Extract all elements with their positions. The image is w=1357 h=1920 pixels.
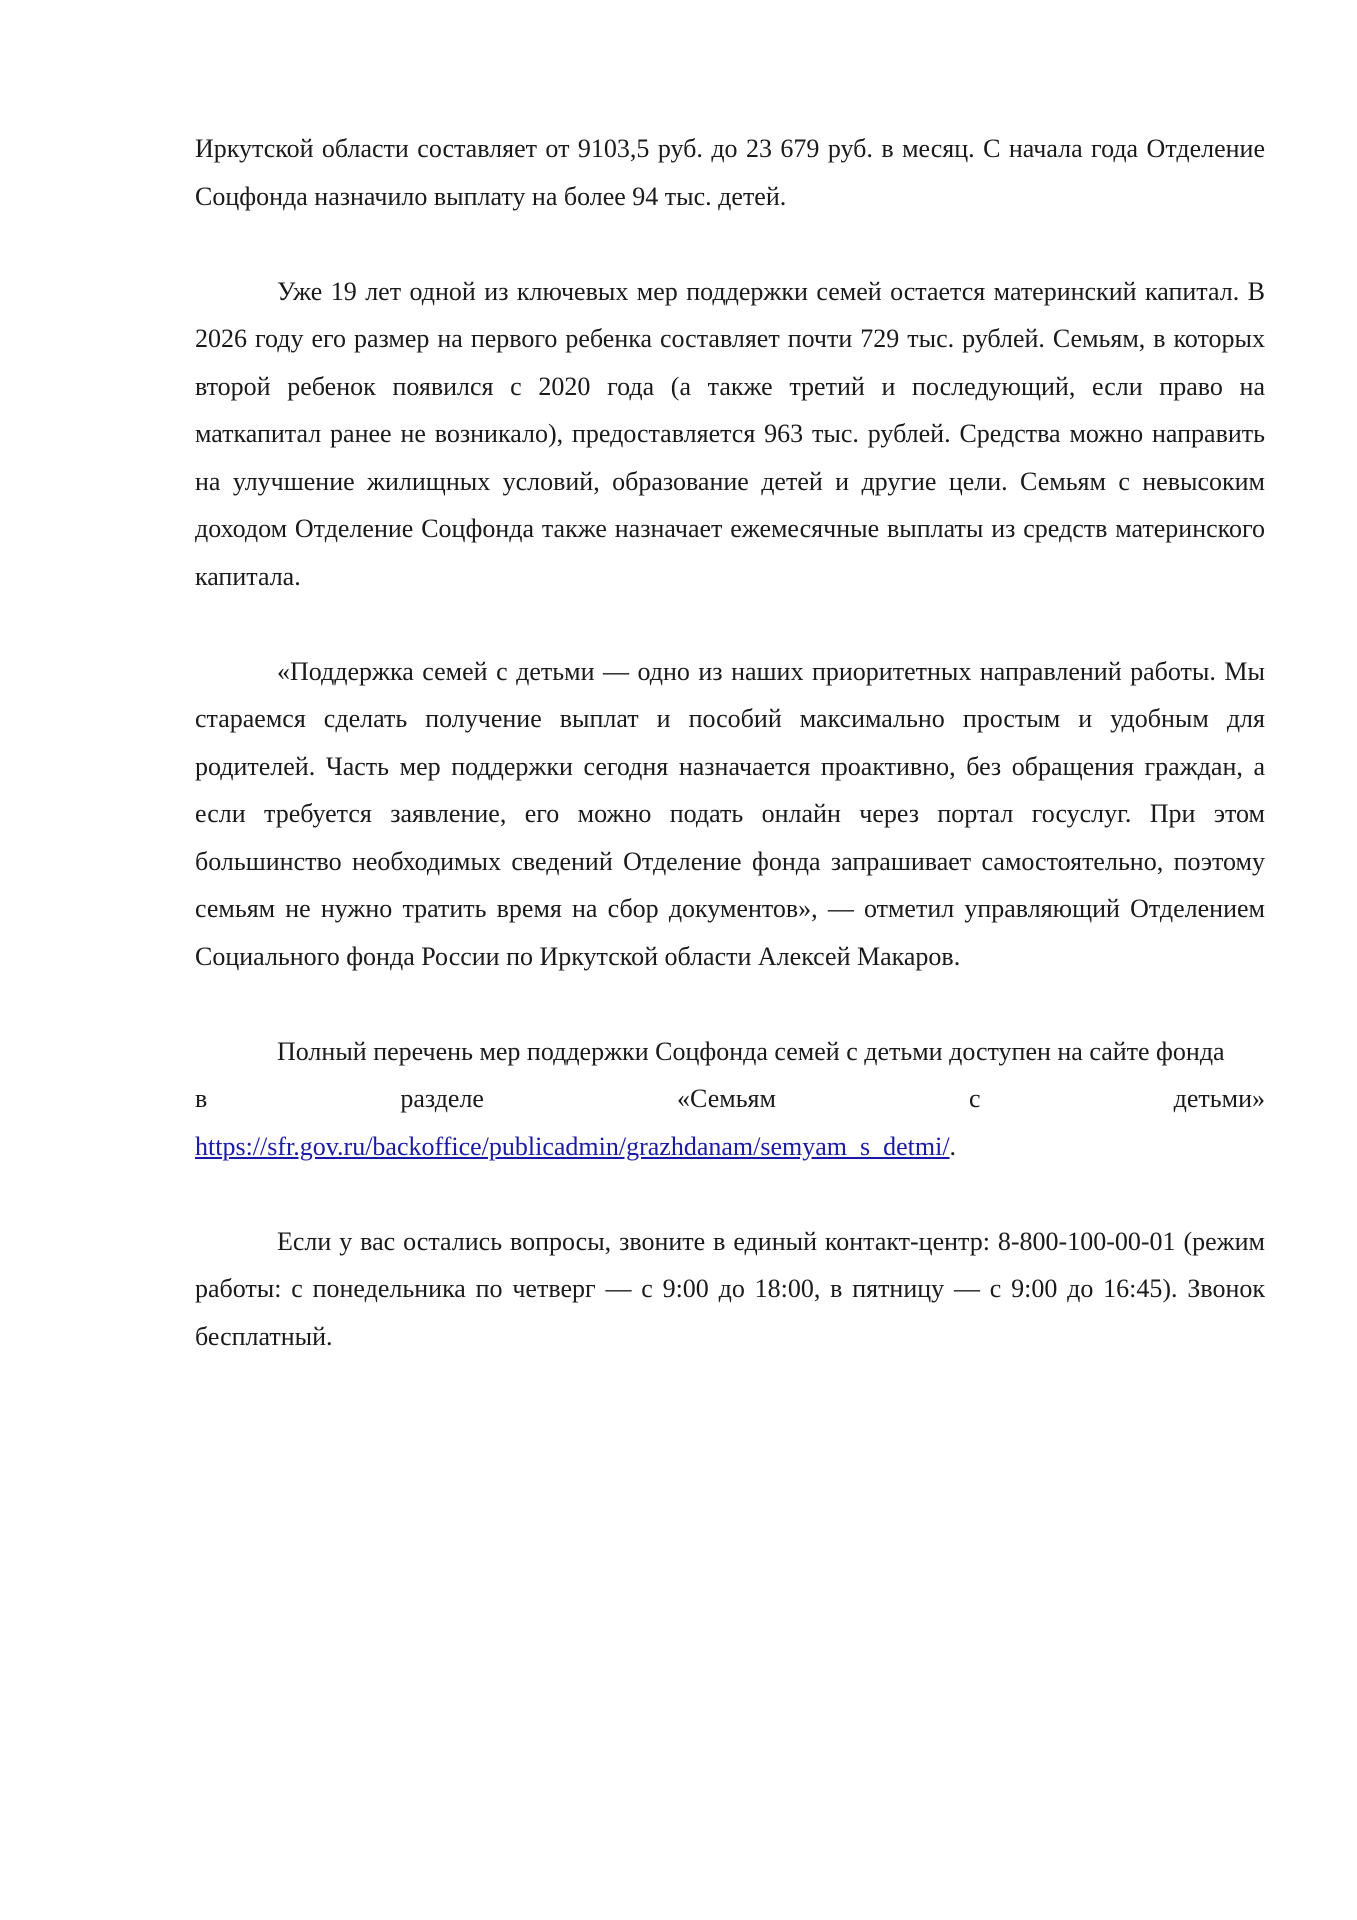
paragraph-maternity-capital: Уже 19 лет одной из ключевых мер поддержки семей остается материнский капитал. В 2026 году его размер на первого ребенка составляет почти 729 тыс. рублей. Семьям, в которых второй ребенок появился с 2020 года (а также третий и последующий, если право на маткапитал ранее не возникало), предоставляется 963 тыс. рублей. Средства можно направить на улучшение жилищных условий, образование детей и другие цели. Семьям с невысоким доходом Отделение Соцфонда также назначает ежемесячные выплаты из средств материнского капитала. (195, 276, 1265, 591)
paragraph-gap (195, 600, 1265, 648)
paragraph-gap (195, 220, 1265, 268)
full-list-line-2: в разделе «Семьям с детьми» (195, 1084, 1265, 1113)
paragraph-manager-quote: «Поддержка семей с детьми — одно из наших приоритетных направлений работы. Мы стараемся сделать получение выплат и пособий максимально простым и удобным для родителей. Часть мер поддержки сегодня назначается проактивно, без обращения граждан, а если требуется заявление, его можно подать онлайн через портал госуслуг. При этом большинство необходимых сведений Отделение фонда запрашивает самостоятельно, поэтому семьям не нужно тратить время на сбор документов», — отметил управляющий Отделением Социального фонда России по Иркутской области Алексей Макаров. (195, 656, 1265, 971)
link-trailing-period: . (949, 1131, 957, 1161)
full-list-line-3 (195, 1123, 1265, 1171)
sfr-families-link[interactable]: https://sfr.gov.ru/backoffice/publicadmin/grazhdanam/semyam_s_detmi/ (195, 1131, 950, 1161)
paragraph-contact-center: Если у вас остались вопросы, звоните в единый контакт-центр: 8-800-100-00-01 (режим работы: с понедельника по четверг — с 9:00 до 18:00, в пятницу — с 9:00 до 16:45). Звонок бесплатный. (195, 1226, 1265, 1351)
full-list-line-1: Полный перечень мер поддержки Соцфонда семей с детьми доступен на сайте фонда (277, 1036, 1225, 1066)
paragraph-gap (195, 980, 1265, 1028)
document-body (195, 125, 1265, 1360)
paragraph-benefit-amount: Иркутской области составляет от 9103,5 руб. до 23 679 руб. в месяц. С начала года Отделение Соцфонда назначило выплату на более 94 тыс. детей. (195, 134, 1265, 211)
paragraph-full-list (195, 1028, 1265, 1171)
paragraph-gap (195, 1170, 1265, 1218)
